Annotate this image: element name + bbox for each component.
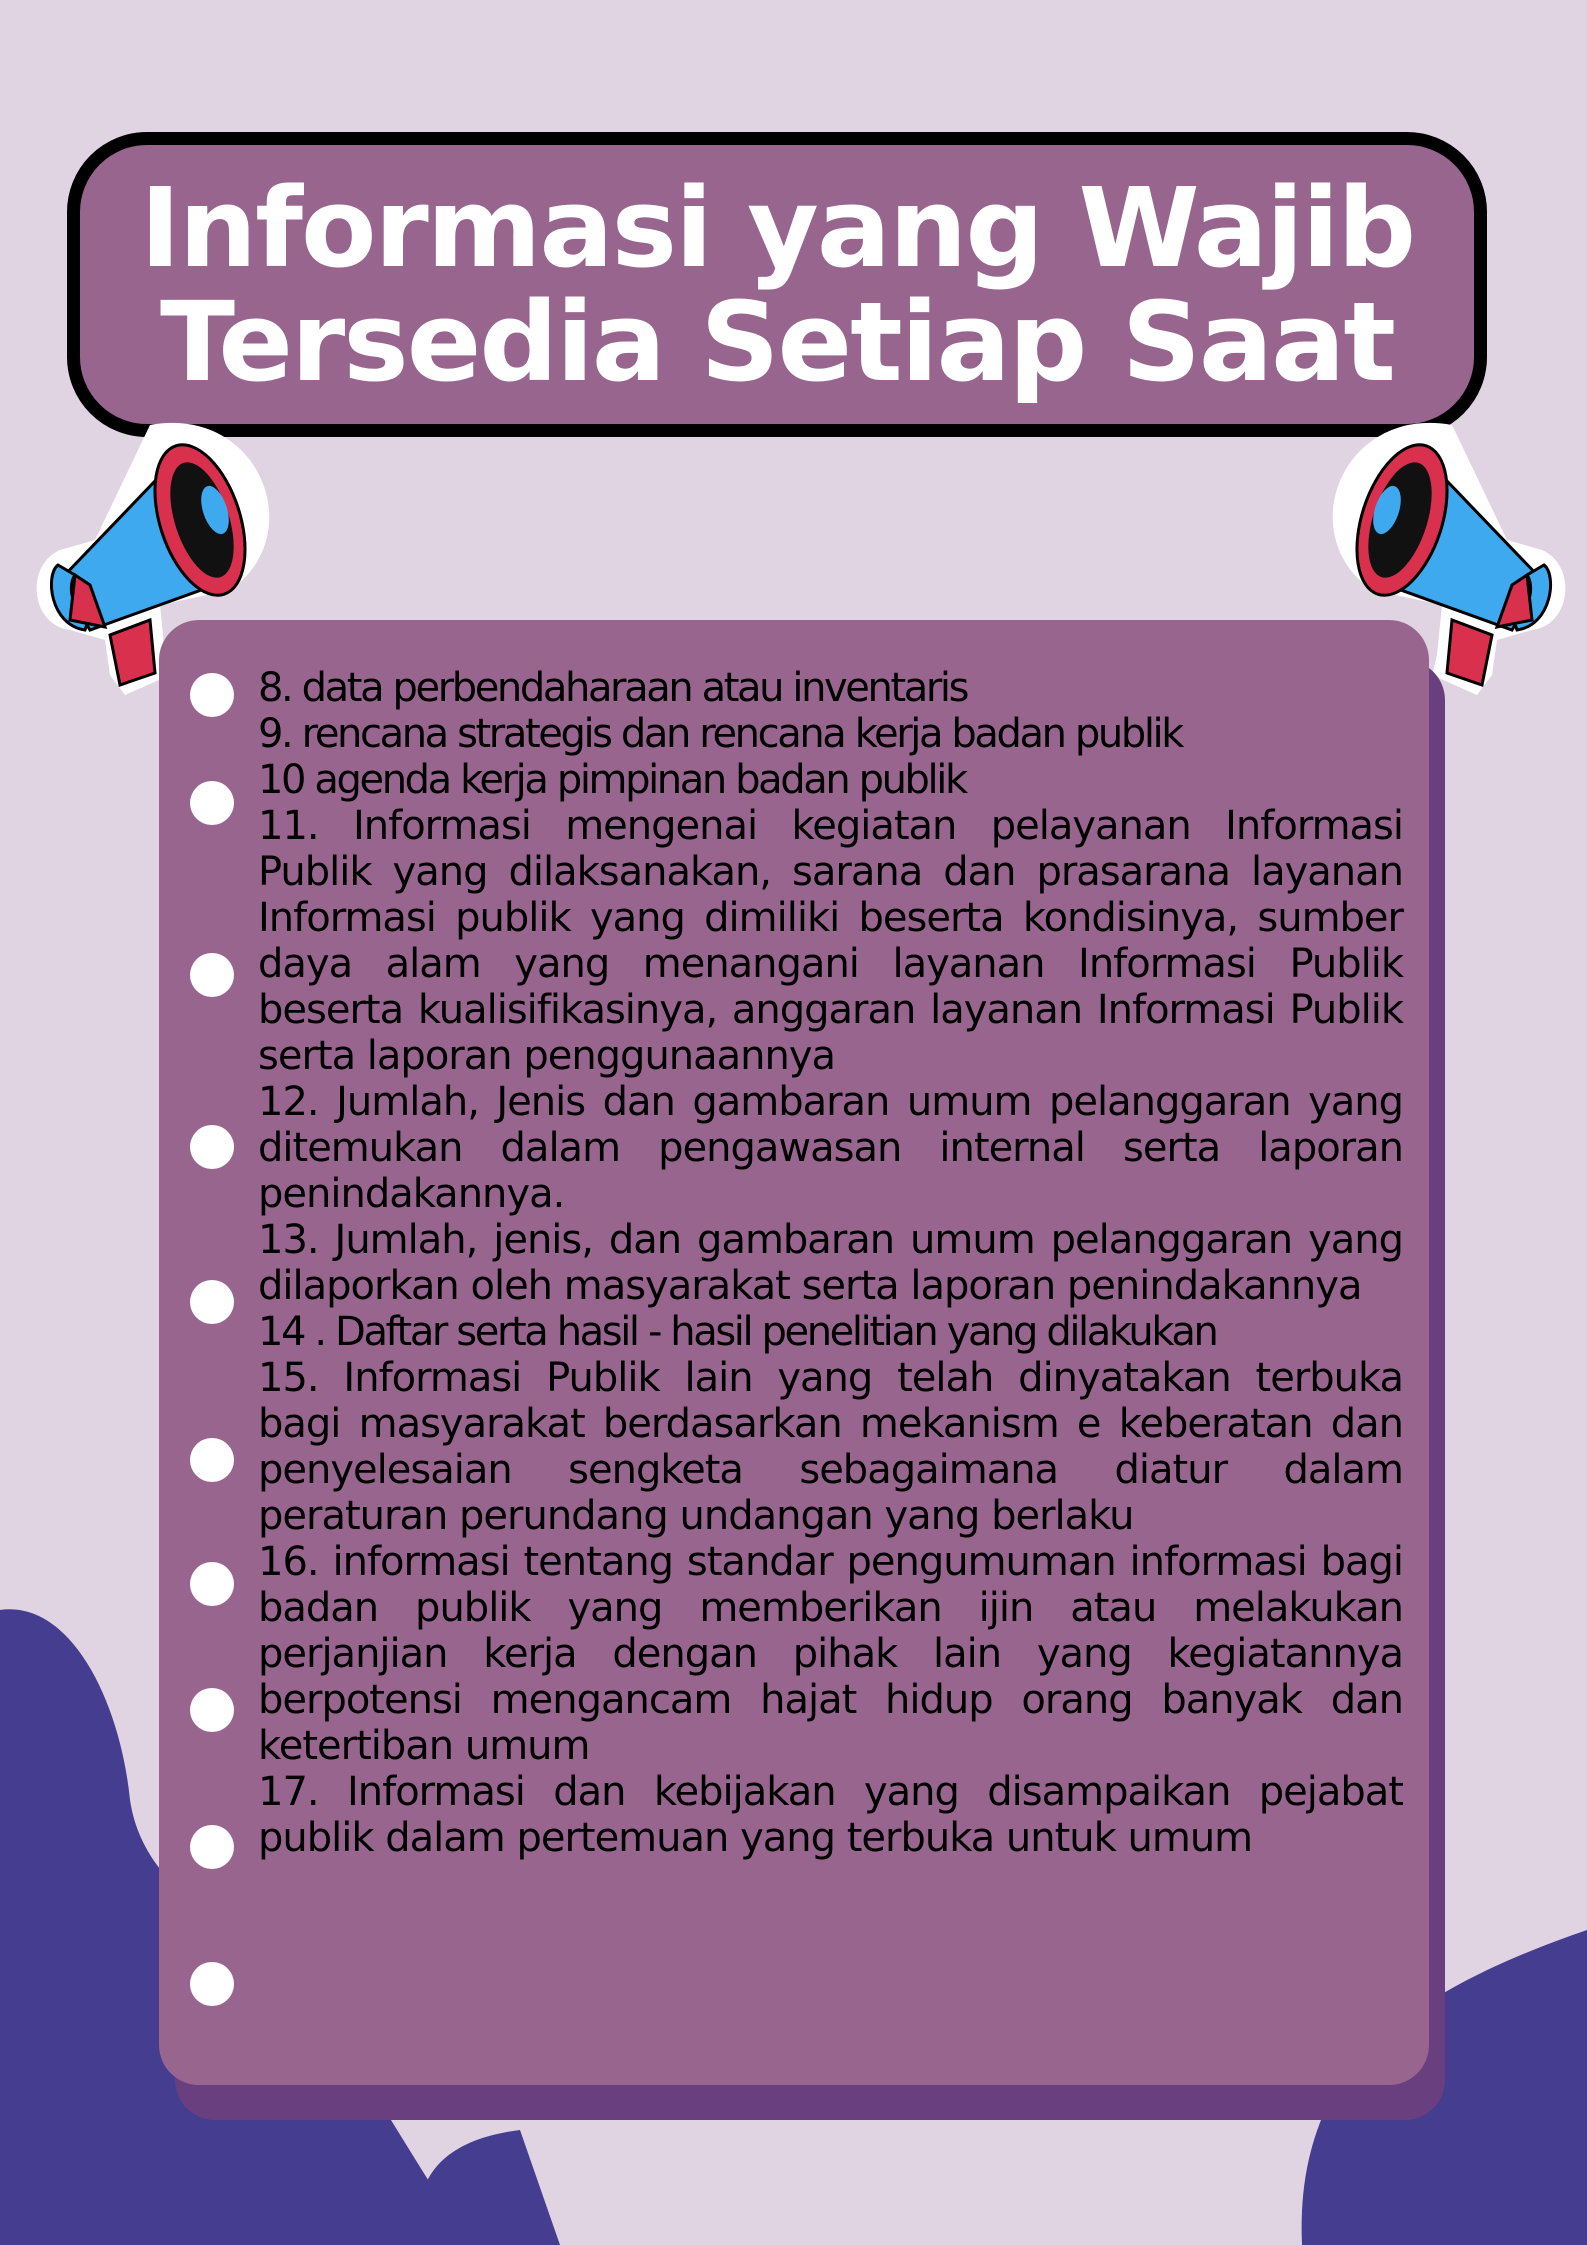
info-list	[258, 665, 1403, 1861]
bullet-dot	[190, 953, 234, 997]
bullet-dot	[190, 781, 234, 825]
list-item: 12. Jumlah, Jenis dan gambaran umum pelanggaran yang ditemukan dalam pengawasan internal serta laporan penindakannya.	[258, 1079, 1403, 1217]
bullet-dot	[190, 1125, 234, 1169]
bullet-dot	[190, 1562, 234, 1606]
bullet-dot	[190, 1438, 234, 1482]
bullet-dot	[190, 1825, 234, 1869]
list-item: 15. Informasi Publik lain yang telah dinyatakan terbuka bagi masyarakat berdasarkan mekanism e keberatan dan penyelesaian sengketa sebagaimana diatur dalam peraturan perundang undangan yang berlaku	[258, 1355, 1403, 1539]
list-item: 9. rencana strategis dan rencana kerja badan publik	[258, 711, 1183, 757]
page-title-line-2: Tersedia Setiap Saat	[160, 277, 1394, 406]
list-item: 14 . Daftar serta hasil - hasil penelitian yang dilakukan	[258, 1309, 1217, 1355]
list-item: 11. Informasi mengenai kegiatan pelayanan Informasi Publik yang dilaksanakan, sarana dan prasarana layanan Informasi publik yang dimiliki beserta kondisinya, sumber daya alam yang menangani layanan Informasi Publik beserta kualisifikasinya, anggaran layanan Informasi Publik serta laporan penggunaannya	[258, 803, 1403, 1079]
title-banner	[67, 132, 1487, 437]
list-item: 17. Informasi dan kebijakan yang disampaikan pejabat publik dalam pertemuan yang terbuka untuk umum	[258, 1769, 1403, 1861]
list-item: 16. informasi tentang standar pengumuman informasi bagi badan publik yang memberikan ijin atau melakukan perjanjian kerja dengan pihak lain yang kegiatannya berpotensi mengancam hajat hidup orang banyak dan ketertiban umum	[258, 1539, 1403, 1769]
bullet-dot	[190, 1688, 234, 1732]
list-item: 13. Jumlah, jenis, dan gambaran umum pelanggaran yang dilaporkan oleh masyarakat serta laporan penindakannya	[258, 1217, 1403, 1309]
bullet-dot	[190, 673, 234, 717]
page-title-line-1: Informasi yang Wajib	[139, 163, 1415, 292]
bullet-dot	[190, 1280, 234, 1324]
list-item: 10 agenda kerja pimpinan badan publik	[258, 757, 966, 803]
list-item: 8. data perbendaharaan atau inventaris	[258, 665, 968, 711]
bullet-dot	[190, 1962, 234, 2006]
